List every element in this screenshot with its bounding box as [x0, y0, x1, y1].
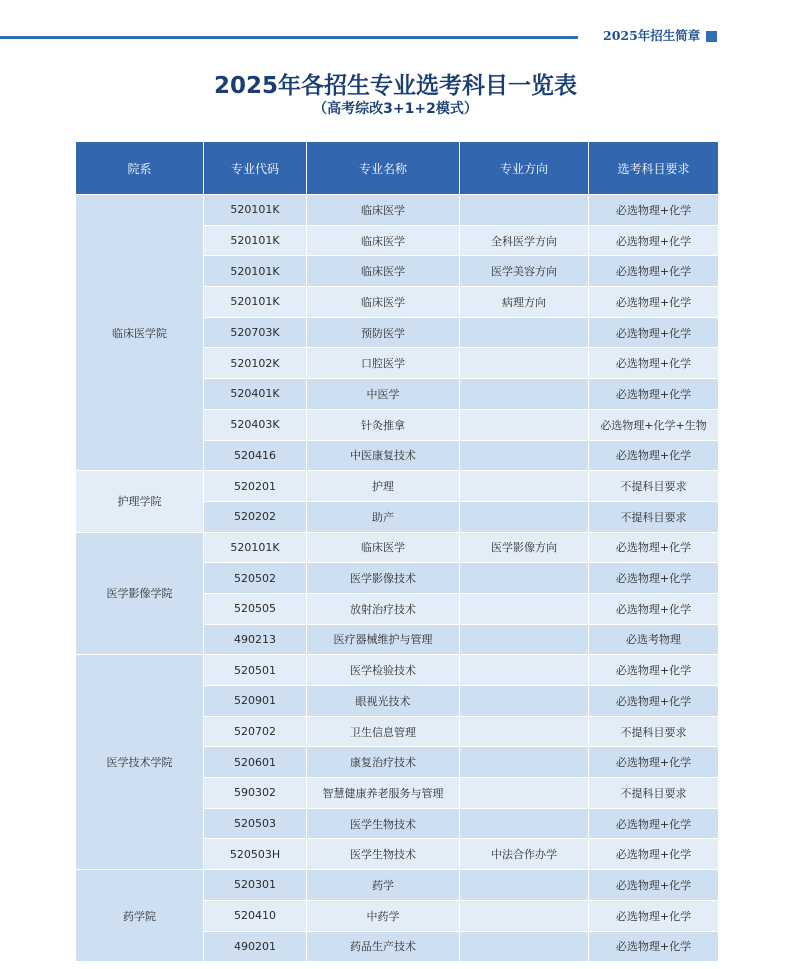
major-code-cell: 520101K — [204, 287, 307, 318]
major-code-cell: 490201 — [204, 932, 307, 963]
major-subject-table — [76, 142, 718, 962]
subject-requirement-cell: 必选物理+化学+生物 — [589, 410, 718, 441]
department-cell: 药学院 — [76, 870, 204, 962]
major-name-cell: 医学检验技术 — [307, 655, 460, 686]
major-name-cell: 医疗器械维护与管理 — [307, 625, 460, 656]
major-name-cell: 医学生物技术 — [307, 809, 460, 840]
major-name-cell: 临床医学 — [307, 256, 460, 287]
major-code-cell: 520410 — [204, 901, 307, 932]
major-direction-cell — [460, 901, 589, 932]
major-direction-cell — [460, 318, 589, 349]
subject-requirement-cell: 必选物理+化学 — [589, 901, 718, 932]
table-header-row — [76, 142, 718, 195]
subject-requirement-cell: 必选物理+化学 — [589, 839, 718, 870]
major-direction-cell — [460, 563, 589, 594]
major-name-cell: 康复治疗技术 — [307, 747, 460, 778]
subject-requirement-cell: 必选物理+化学 — [589, 747, 718, 778]
major-name-cell: 药学 — [307, 870, 460, 901]
major-direction-cell — [460, 594, 589, 625]
major-name-cell: 中药学 — [307, 901, 460, 932]
header-rule — [0, 36, 578, 39]
major-name-cell: 临床医学 — [307, 226, 460, 257]
major-direction-cell — [460, 655, 589, 686]
major-name-cell: 医学生物技术 — [307, 839, 460, 870]
table-row — [76, 195, 718, 226]
subject-requirement-cell: 必选物理+化学 — [589, 379, 718, 410]
subject-requirement-cell: 不提科目要求 — [589, 778, 718, 809]
subject-requirement-cell: 必选物理+化学 — [589, 226, 718, 257]
header-square-marker — [706, 31, 717, 42]
major-direction-cell — [460, 686, 589, 717]
subject-requirement-cell: 必选物理+化学 — [589, 533, 718, 564]
subject-requirement-cell: 必选物理+化学 — [589, 441, 718, 472]
major-direction-cell — [460, 747, 589, 778]
major-code-cell: 520503 — [204, 809, 307, 840]
major-direction-cell — [460, 625, 589, 656]
major-code-cell: 520101K — [204, 256, 307, 287]
major-direction-cell: 医学美容方向 — [460, 256, 589, 287]
table-row — [76, 471, 718, 502]
subject-requirement-cell: 必选物理+化学 — [589, 195, 718, 226]
major-direction-cell — [460, 932, 589, 963]
subject-requirement-cell: 必选物理+化学 — [589, 932, 718, 963]
department-cell: 临床医学院 — [76, 195, 204, 471]
major-code-cell: 490213 — [204, 625, 307, 656]
major-name-cell: 医学影像技术 — [307, 563, 460, 594]
major-code-cell: 520501 — [204, 655, 307, 686]
major-code-cell: 520101K — [204, 533, 307, 564]
column-header-code: 专业代码 — [204, 142, 307, 195]
major-code-cell: 520503H — [204, 839, 307, 870]
table-row — [76, 655, 718, 686]
subject-requirement-cell: 必选物理+化学 — [589, 563, 718, 594]
subject-requirement-cell: 不提科目要求 — [589, 502, 718, 533]
major-name-cell: 临床医学 — [307, 195, 460, 226]
subject-requirement-cell: 必选物理+化学 — [589, 686, 718, 717]
major-code-cell: 520601 — [204, 747, 307, 778]
major-code-cell: 520502 — [204, 563, 307, 594]
major-code-cell: 520102K — [204, 348, 307, 379]
major-direction-cell — [460, 348, 589, 379]
department-cell: 医学技术学院 — [76, 655, 204, 870]
brochure-label: 2025年招生简章 — [603, 28, 701, 43]
major-direction-cell — [460, 441, 589, 472]
subject-requirement-cell: 必选物理+化学 — [589, 256, 718, 287]
page-title: 2025年各招生专业选考科目一览表 — [213, 73, 577, 99]
major-name-cell: 口腔医学 — [307, 348, 460, 379]
major-direction-cell — [460, 379, 589, 410]
major-code-cell: 590302 — [204, 778, 307, 809]
major-direction-cell: 中法合作办学 — [460, 839, 589, 870]
major-direction-cell — [460, 502, 589, 533]
subject-requirement-cell: 必选物理+化学 — [589, 870, 718, 901]
page-subtitle: （高考综改3+1+2模式） — [313, 101, 478, 117]
subject-requirement-cell: 不提科目要求 — [589, 471, 718, 502]
major-name-cell: 临床医学 — [307, 287, 460, 318]
major-direction-cell — [460, 471, 589, 502]
subject-requirement-cell: 必选物理+化学 — [589, 318, 718, 349]
major-direction-cell — [460, 410, 589, 441]
major-name-cell: 临床医学 — [307, 533, 460, 564]
major-code-cell: 520101K — [204, 195, 307, 226]
column-header-department: 院系 — [76, 142, 204, 195]
major-name-cell: 药品生产技术 — [307, 932, 460, 963]
major-name-cell: 助产 — [307, 502, 460, 533]
major-code-cell: 520703K — [204, 318, 307, 349]
major-name-cell: 护理 — [307, 471, 460, 502]
major-name-cell: 针灸推拿 — [307, 410, 460, 441]
subject-requirement-cell: 必选考物理 — [589, 625, 718, 656]
major-code-cell: 520505 — [204, 594, 307, 625]
subject-requirement-cell: 必选物理+化学 — [589, 809, 718, 840]
major-direction-cell — [460, 195, 589, 226]
major-code-cell: 520201 — [204, 471, 307, 502]
major-code-cell: 520901 — [204, 686, 307, 717]
major-direction-cell: 全科医学方向 — [460, 226, 589, 257]
column-header-requirement: 选考科目要求 — [589, 142, 718, 195]
major-name-cell: 中医学 — [307, 379, 460, 410]
major-direction-cell — [460, 809, 589, 840]
major-name-cell: 智慧健康养老服务与管理 — [307, 778, 460, 809]
major-code-cell: 520416 — [204, 441, 307, 472]
subject-requirement-cell: 必选物理+化学 — [589, 287, 718, 318]
major-code-cell: 520403K — [204, 410, 307, 441]
subject-requirement-cell: 必选物理+化学 — [589, 594, 718, 625]
subject-requirement-cell: 必选物理+化学 — [589, 348, 718, 379]
major-name-cell: 眼视光技术 — [307, 686, 460, 717]
major-direction-cell — [460, 870, 589, 901]
major-code-cell: 520702 — [204, 717, 307, 748]
major-direction-cell: 医学影像方向 — [460, 533, 589, 564]
major-code-cell: 520301 — [204, 870, 307, 901]
major-code-cell: 520401K — [204, 379, 307, 410]
major-direction-cell: 病理方向 — [460, 287, 589, 318]
major-name-cell: 放射治疗技术 — [307, 594, 460, 625]
table-row — [76, 870, 718, 901]
table-row — [76, 533, 718, 564]
major-code-cell: 520202 — [204, 502, 307, 533]
column-header-name: 专业名称 — [307, 142, 460, 195]
major-name-cell: 预防医学 — [307, 318, 460, 349]
department-cell: 护理学院 — [76, 471, 204, 532]
subject-requirement-cell: 必选物理+化学 — [589, 655, 718, 686]
major-name-cell: 中医康复技术 — [307, 441, 460, 472]
column-header-direction: 专业方向 — [460, 142, 589, 195]
table-body — [76, 195, 718, 962]
major-direction-cell — [460, 778, 589, 809]
department-cell: 医学影像学院 — [76, 533, 204, 656]
major-direction-cell — [460, 717, 589, 748]
major-code-cell: 520101K — [204, 226, 307, 257]
subject-requirement-cell: 不提科目要求 — [589, 717, 718, 748]
major-name-cell: 卫生信息管理 — [307, 717, 460, 748]
